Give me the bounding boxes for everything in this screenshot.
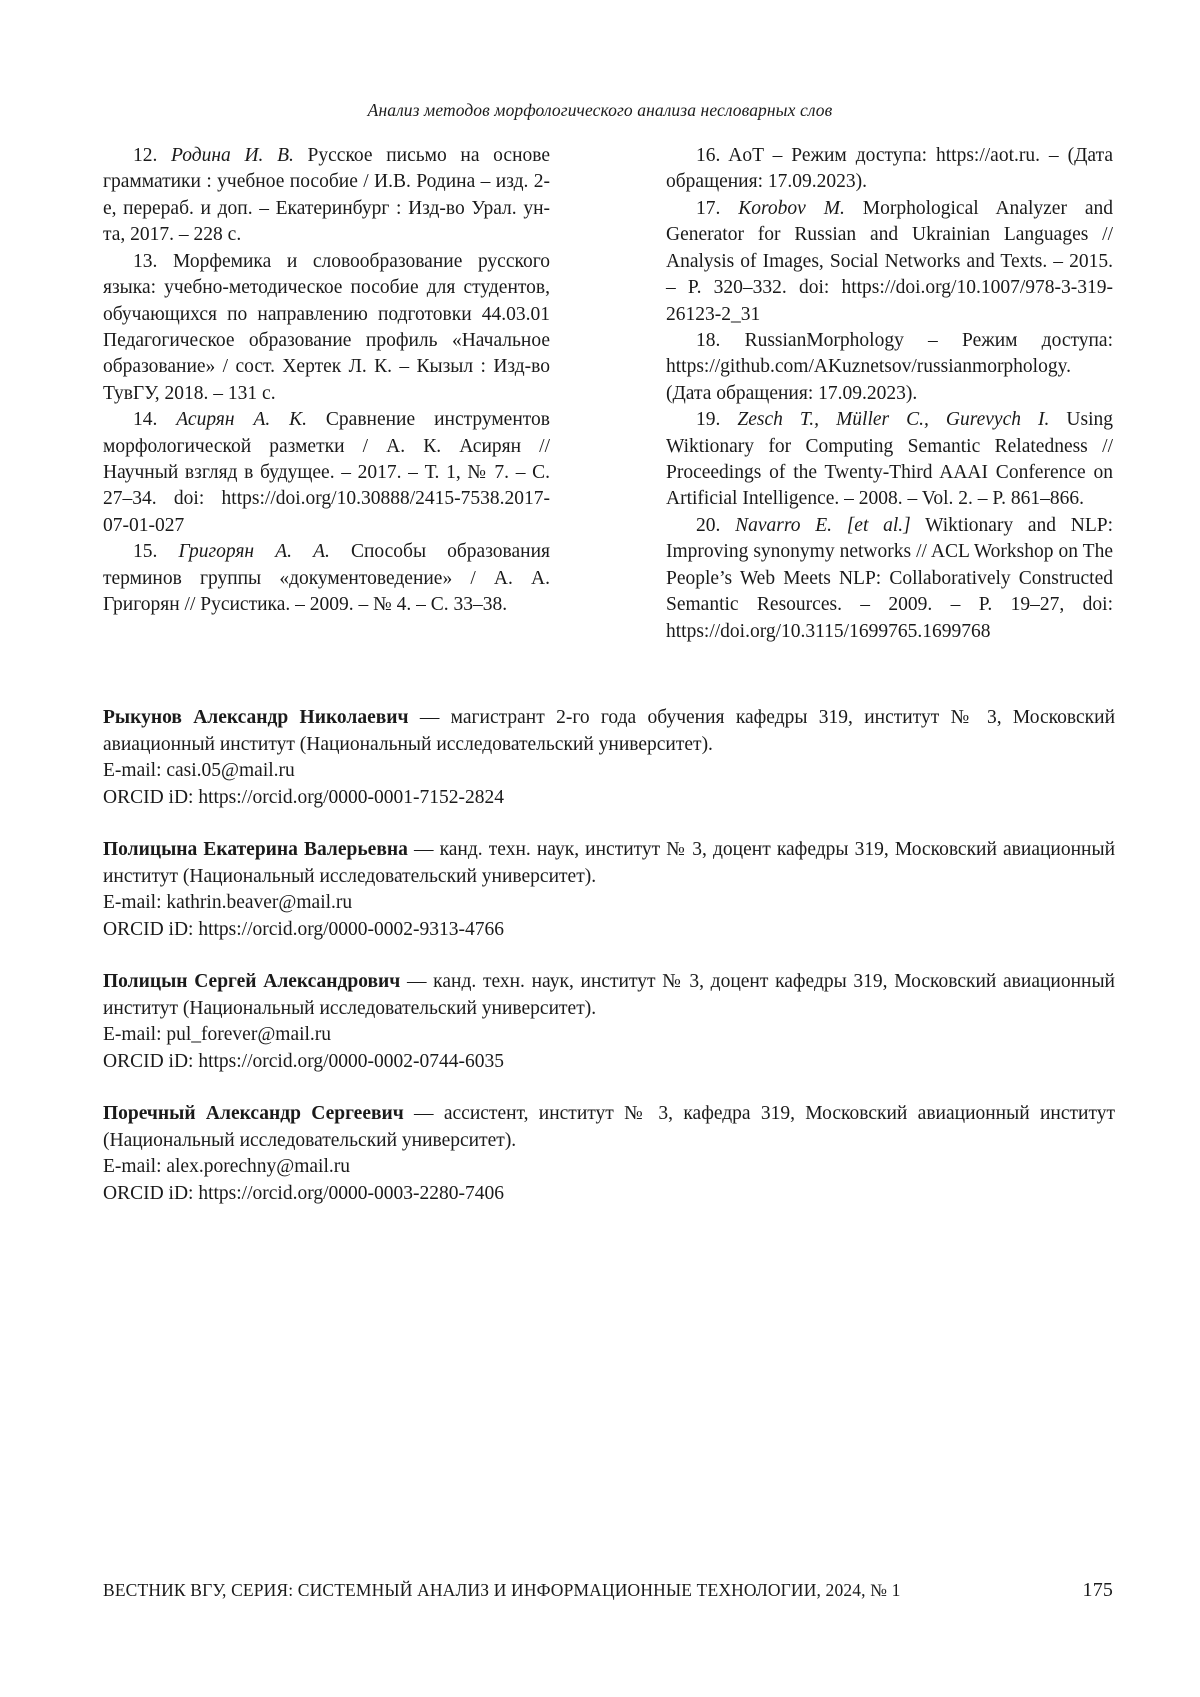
author-orcid: ORCID iD: https://orcid.org/0000-0002-0744-6035: [103, 1050, 504, 1072]
reference-text: Сравнение инструментов морфологической разметки / А. К. Асирян // Научный взгляд в будущее. – 2017. – Т. 1, № 7. – С. 27–34. doi: https://doi.org/10.30888/2415-7538.2017-07-01-027: [103, 409, 550, 536]
reference-text: Using Wiktionary for Computing Semantic Relatedness // Proceedings of the Twenty-Third AAAI Conference on Artificial Intelligence. – 2008. – Vol. 2. – P. 861–866.: [666, 409, 1113, 510]
reference-number: 19.: [696, 409, 721, 431]
author-entry: [103, 969, 1115, 1075]
author-affiliation: — канд. техн. наук, институт № 3, доцент кафедры 319, Московский авиационный институт (Национальный исследовательский университет).: [103, 971, 1115, 1019]
reference-number: 12.: [133, 145, 158, 166]
reference-text: RussianMorphology – Режим доступа: https://github.com/AKuznetsov/russianmorphology. (Дата обращения: 17.09.2023).: [666, 329, 1113, 404]
journal-footer-text: ВЕСТНИК ВГУ, СЕРИЯ: СИСТЕМНЫЙ АНАЛИЗ И ИНФОРМАЦИОННЫЕ ТЕХНОЛОГИИ, 2024, № 1: [103, 1580, 901, 1600]
author-affiliation: — канд. техн. наук, институт № 3, доцент кафедры 319, Московский авиационный институт (Национальный исследовательский университет).: [103, 839, 1116, 887]
author-affiliation-line: [103, 1101, 1115, 1154]
reference-text: Morphological Analyzer and Generator for Russian and Ukrainian Languages // Analysis of Images, Social Networks and Texts. – 2015. – P. 320–332. doi: https://doi.org/10.1007/978-3-319-26123-2_31: [666, 197, 1113, 325]
reference-columns: [103, 143, 1113, 645]
reference-number: 20.: [696, 514, 721, 536]
reference-text: Русское письмо на основе грамматики : учебное пособие / И.В. Родина – изд. 2-е, перераб. и доп. – Екатеринбург : Изд-во Урал. ун-та, 2017. – 228 с.: [103, 145, 551, 246]
reference-author: Родина И. В.: [171, 145, 294, 166]
author-entry: [103, 837, 1115, 943]
author-affiliation: — магистрант 2-го года обучения кафедры 319, институт № 3, Московский авиационный институт (Национальный исследовательский университет).: [103, 707, 1116, 755]
author-affiliation-line: [103, 705, 1115, 758]
author-email: E-mail: alex.porechny@mail.ru: [103, 1156, 350, 1178]
running-head: Анализ методов морфологического анализа несловарных слов: [367, 100, 833, 120]
author-name: Полицын Сергей Александрович: [103, 971, 401, 993]
author-orcid: ORCID iD: https://orcid.org/0000-0003-2280-7406: [103, 1182, 504, 1204]
author-entry: [103, 1101, 1115, 1207]
author-orcid: ORCID iD: https://orcid.org/0000-0002-9313-4766: [103, 918, 504, 940]
reference-author: Navarro E. [et al.]: [735, 514, 911, 536]
author-orcid: ORCID iD: https://orcid.org/0000-0001-7152-2824: [103, 786, 504, 808]
reference-number: 15.: [133, 541, 158, 563]
author-name: Поречный Александр Сергеевич: [103, 1103, 404, 1125]
page-number: 175: [1082, 1579, 1113, 1601]
author-email: E-mail: casi.05@mail.ru: [103, 760, 295, 782]
page-footer: [103, 1579, 1113, 1602]
reference-item: [666, 328, 1113, 407]
reference-text: Морфемика и словообразование русского языка: учебно-методическое пособие для студентов, обучающихся по направлению подготовки 44.03.01 Педагогическое образование профиль «Начальное образование» / сост. Хертек Л. К. – Кызыл : Изд-во ТувГУ, 2018. – 131 с.: [103, 250, 550, 404]
reference-number: 16.: [696, 145, 721, 166]
reference-author: Korobov M.: [738, 197, 845, 219]
author-affiliation-line: [103, 969, 1115, 1022]
reference-item: [666, 407, 1113, 513]
reference-item: [666, 143, 1113, 196]
author-entry: [103, 705, 1115, 811]
author-affiliation-line: [103, 837, 1115, 890]
author-email: E-mail: pul_forever@mail.ru: [103, 1024, 332, 1046]
reference-item: [666, 196, 1113, 328]
reference-item: [103, 407, 550, 539]
reference-text: Wiktionary and NLP: Improving synonymy networks // ACL Workshop on The People’s Web Meets NLP: Collaboratively Constructed Semantic Resources. – 2009. – P. 19–27, doi: https://doi.org/10.3115/1699765.1699768: [666, 514, 1113, 642]
reference-number: 18.: [696, 329, 721, 351]
author-name: Рыкунов Александр Николаевич: [103, 707, 409, 728]
author-email: E-mail: kathrin.beaver@mail.ru: [103, 892, 353, 914]
author-info-section: [103, 705, 1115, 1233]
reference-author: Григорян А. А.: [178, 541, 330, 563]
author-name: Полицына Екатерина Валерьевна: [103, 839, 408, 861]
reference-text: AoT – Режим доступа: https://aot.ru. – (Дата обращения: 17.09.2023).: [666, 145, 1113, 193]
reference-author: Асирян А. К.: [176, 409, 307, 431]
reference-author: Zesch T., Müller C., Gurevych I.: [737, 409, 1050, 431]
reference-item: [666, 513, 1113, 645]
reference-number: 13.: [133, 250, 158, 272]
reference-item: [103, 143, 550, 249]
reference-number: 17.: [696, 197, 721, 219]
author-affiliation: — ассистент, институт № 3, кафедра 319, Московский авиационный институт (Национальный исследовательский университет).: [103, 1103, 1115, 1151]
reference-number: 14.: [133, 409, 158, 431]
reference-text: Способы образования терминов группы «документоведение» / А. А. Григорян // Русистика. – 2009. – № 4. – С. 33–38.: [103, 541, 551, 616]
reference-item: [103, 539, 550, 618]
reference-item: [103, 249, 550, 408]
reference-column-right: [666, 143, 1113, 645]
reference-column-left: [103, 143, 550, 645]
